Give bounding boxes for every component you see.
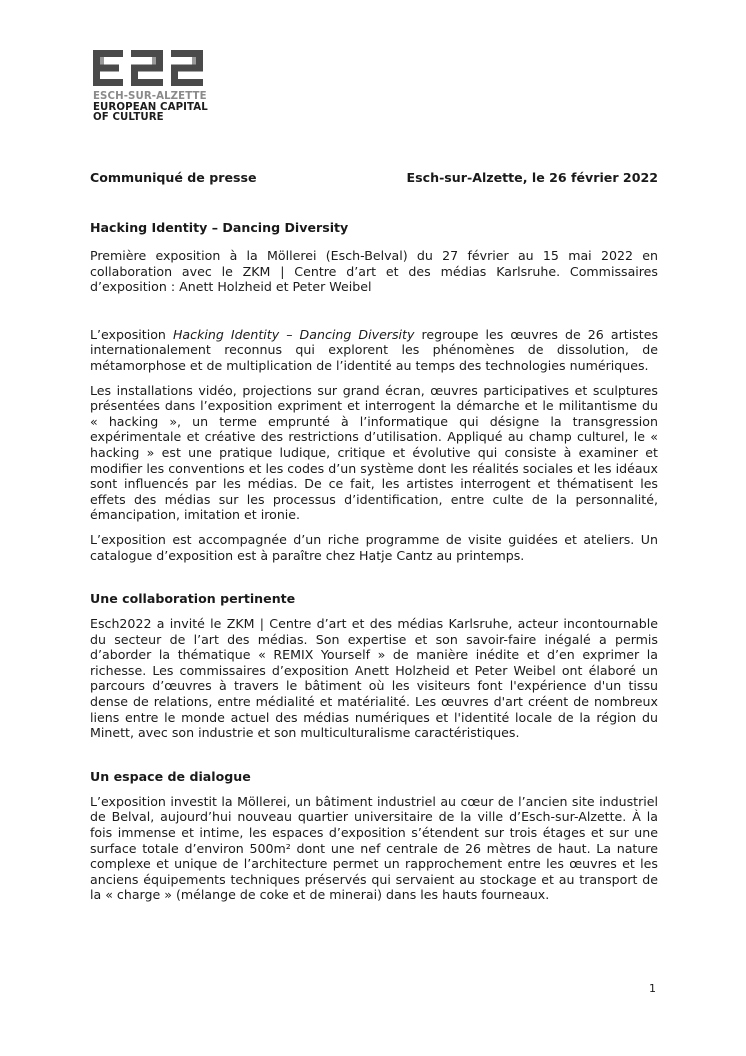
press-header <box>90 170 658 186</box>
esch2022-logo <box>93 50 213 124</box>
paragraph-exhibition <box>90 327 658 374</box>
paragraph-programme: L’exposition est accompagnée d’un riche programme de visite guidées et ateliers. Un catalogue d’exposition est à paraître chez Hatje Cantz au printemps. <box>90 531 658 563</box>
logo-line-culture: OF CULTURE <box>93 112 164 123</box>
logo-wordmark <box>93 92 213 124</box>
paragraph-installations: Les installations vidéo, projections sur grand écran, œuvres participatives et sculptures présentées dans l’exposition expriment et interrogent la démarche et le militantisme du « hacking », un terme emprunté à l’informatique qui désigne la transgression expérimentale et créative des restrictions d’utilisation. Appliqué au champ culturel, le « hacking » est une pratique ludique, critique et évolutive qui consiste à examiner et modifier les conventions et les codes d’un système dont les réalités sociales et les idéaux sont influencés par les médias. De ce fait, les artistes interrogent et thématisent les effets des médias sur les processus d’identification, entre culte de la personnalité, émancipation, imitation et ironie. <box>90 382 658 523</box>
e22-logo-mark-icon <box>93 50 205 86</box>
logo-line-capital: EUROPEAN CAPITAL <box>93 101 208 113</box>
paragraph-exhibition-start: L’exposition <box>90 326 173 342</box>
place-date: Esch-sur-Alzette, le 26 février 2022 <box>406 170 658 185</box>
section-text-collaboration: Esch2022 a invité le ZKM | Centre d’art et des médias Karlsruhe, acteur incontournable du secteur de l’art des médias. Son expertise et son savoir-faire inégalé a permis d’aborder la thématique « REMIX Yourself » de manière inédite et d’en exprimer la richesse. Les commissaires d’exposition Anett Holzheid et Peter Weibel ont élaboré un parcours d’œuvres à travers le bâtiment où les visiteurs font l'expérience d'un tissu dense de relations, entre médialité et matérialité. Les œuvres d'art créent de nombreux liens entre le monde actuel des médias numériques et l'identité locale de la région du Minett, avec son industrie et son multiculturalisme caractéristiques. <box>90 616 658 741</box>
section-heading-collaboration: Une collaboration pertinente <box>90 591 296 607</box>
exhibition-title-italic: Hacking Identity – Dancing Diversity <box>172 326 415 342</box>
paragraph-exhibition-end: regroupe les œuvres de 26 artistes internationalement reconnus qui explorent les phénomènes de dissolution, de métamorphose et de multiplication de l’identité au temps des technologies numériques. <box>90 326 659 373</box>
document-type: Communiqué de presse <box>90 170 257 185</box>
section-heading-dialogue: Un espace de dialogue <box>90 768 251 784</box>
page-number: 1 <box>649 982 656 995</box>
document-title: Hacking Identity – Dancing Diversity <box>90 220 349 235</box>
document-body <box>90 220 658 903</box>
intro-paragraph: Première exposition à la Möllerei (Esch-Belval) du 27 février au 15 mai 2022 en collaboration avec le ZKM | Centre d’art et des médias Karlsruhe. Commissaires d’exposition : Anett Holzheid et Peter Weibel <box>90 248 658 295</box>
section-text-dialogue: L’exposition investit la Möllerei, un bâtiment industriel au cœur de l’ancien site industriel de Belval, aujourd’hui nouveau quartier universitaire de la ville d’Esch-sur-Alzette. À la fois immense et intime, les espaces d’exposition s’étendent sur trois étages et sur une surface totale d’environ 500m² dont une nef centrale de 26 mètres de haut. La nature complexe et unique de l’architecture permet un rapprochement entre les œuvres et les anciens équipements techniques préservés qui servaient au stockage et au transport de la « charge » (mélange de coke et de minerai) dans les hauts fourneaux. <box>90 793 658 903</box>
logo-line-city: ESCH-SUR-ALZETTE <box>93 91 207 102</box>
